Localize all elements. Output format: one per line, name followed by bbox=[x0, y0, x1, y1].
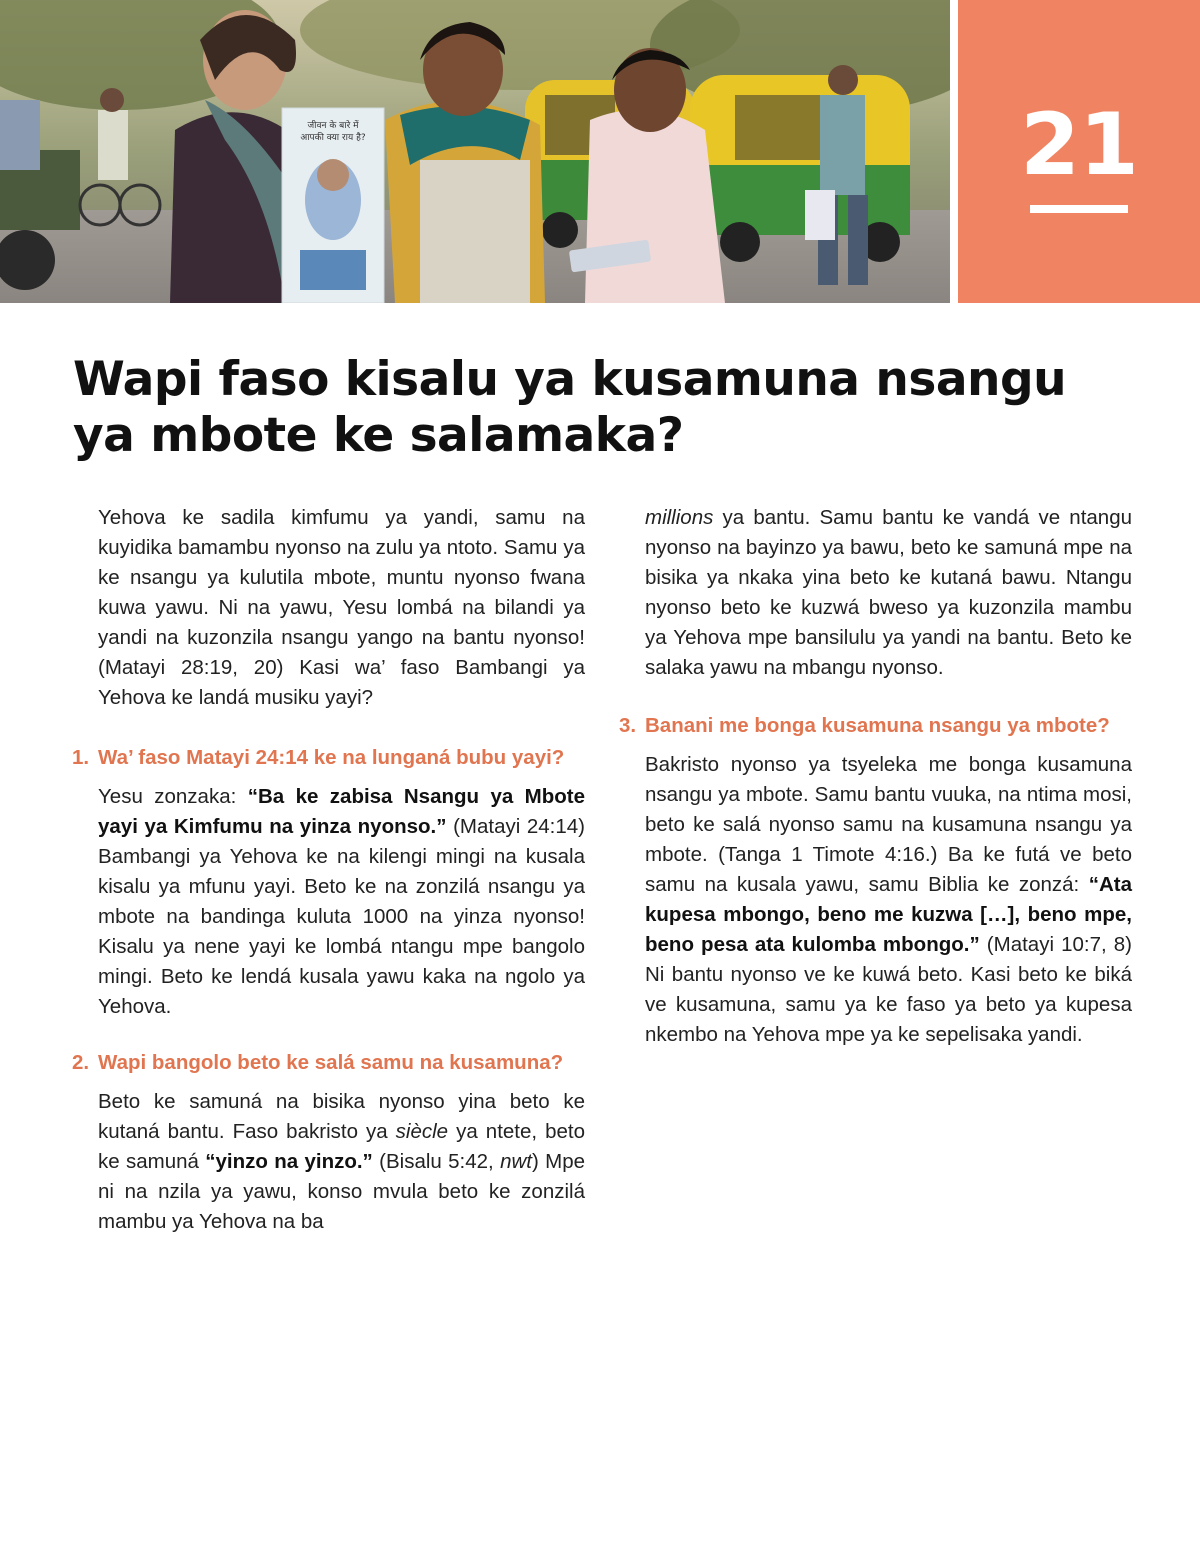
poster-line-2: आपकी क्या राय है? bbox=[300, 133, 366, 143]
answer-1 bbox=[98, 782, 585, 1022]
question-3-heading: Banani me bonga kusamuna nsangu ya mbote? bbox=[645, 714, 1110, 737]
answer-2-part-a bbox=[98, 1087, 585, 1237]
literature-display bbox=[282, 108, 384, 303]
street-scene-illustration bbox=[0, 0, 950, 303]
answer-2-text-a: Beto ke samuná na bisika nyonso yina beto ke kutaná bantu. Faso bakristo ya bbox=[98, 1090, 585, 1143]
question-2-number: 2. bbox=[72, 1051, 90, 1074]
answer-2-text-e: ya bantu. Samu bantu ke vandá ve ntangu nyonso na bayinzo ya bawu, beto ke samuná mpe na bisika ya nkaka yina beto ke kutaná bawu. Ntangu nyonso beto ke kuzwá bweso ya kuzonzila mambu ya Yehova mpe bansilulu ya yandi na bantu. Beto ke salaka yawu na mbangu nyonso. bbox=[645, 506, 1132, 679]
answer-2-text-b: ya ntete, beto ke samuná bbox=[98, 1120, 585, 1173]
intro-paragraph bbox=[98, 503, 585, 713]
question-3 bbox=[619, 711, 1132, 740]
chapter-number: 21 bbox=[1020, 95, 1138, 195]
answer-3-quote: “Ata kupesa mbongo, beno me kuzwa […], beno mpe, beno pesa ata kulomba mbongo.” bbox=[645, 873, 1132, 956]
answer-2-text-d: ) Mpe ni na nzila ya yawu, konso mvula beto ke zonzilá mambu ya Yehova na ba bbox=[98, 1150, 586, 1233]
answer-2-italic-a: siècle bbox=[395, 1120, 449, 1143]
answer-2-italic-b: nwt bbox=[500, 1150, 532, 1173]
chapter-underline bbox=[1030, 205, 1128, 213]
section-3 bbox=[619, 711, 1132, 1050]
header-photo bbox=[0, 0, 950, 303]
section-1 bbox=[72, 743, 585, 1022]
answer-3-text-b: (Matayi 10:7, 8) Ni bantu nyonso ve ke kuwá beto. Kasi beto ke biká ve kusamuna, samu ya ke faso ya beto ya kupesa nkembo na Yehova mpe ya ke sepelisaka yandi. bbox=[645, 933, 1132, 1046]
answer-2-italic-c: millions bbox=[645, 506, 714, 529]
answer-2-quote: “yinzo na yinzo.” bbox=[205, 1150, 373, 1173]
answer-3-text-a: Bakristo nyonso ya tsyeleka me bonga kusamuna nsangu ya mbote. Samu bantu vuuka, na ntima mosi, beto ke salá nyonso samu na kusamuna nsangu ya mbote. (Tanga 1 Timote 4:16.) Ba ke futá ve beto samu na kusala yawu, samu Biblia ke zonzá: bbox=[645, 753, 1132, 896]
rickshaw-right bbox=[690, 75, 910, 262]
question-1-heading: Wa’ faso Matayi 24:14 ke na lunganá bubu yayi? bbox=[98, 746, 565, 769]
question-2-heading: Wapi bangolo beto ke salá samu na kusamuna? bbox=[98, 1051, 564, 1074]
question-3-number: 3. bbox=[619, 714, 637, 737]
left-column bbox=[72, 503, 586, 1237]
answer-1-quote: “Ba ke zabisa Nsangu ya Mbote yayi ya Kimfumu na yinza nyonso.” bbox=[98, 785, 585, 838]
answer-2-part-b bbox=[645, 503, 1132, 683]
section-2 bbox=[72, 1048, 586, 1237]
answer-1-text-a: Yesu zonzaka: bbox=[98, 785, 248, 808]
question-1-number: 1. bbox=[72, 746, 90, 769]
page-title: Wapi faso kisalu ya kusamuna nsangu ya mbote ke salamaka? bbox=[73, 352, 1067, 463]
chapter-badge bbox=[958, 0, 1200, 303]
intro-text: Yehova ke sadila kimfumu ya yandi, samu na kuyidika bamambu nyonso na zulu ya ntoto. Samu ya ke nsangu ya kulutila mbote, muntu nyonso fwana kuwa yawu. Ni na yawu, Yesu lombá na bilandi ya yandi na kuzonzila nsangu yango na bantu nyonso! (Matayi 28:19, 20) Kasi wa’ faso Bambangi ya Yehova ke landá musiku yayi? bbox=[98, 506, 585, 709]
question-2 bbox=[72, 1048, 585, 1077]
answer-3 bbox=[645, 750, 1132, 1050]
poster-line-1: जीवन के बारे में bbox=[307, 121, 359, 131]
answer-2-text-c: (Bisalu 5:42, bbox=[372, 1150, 501, 1173]
question-1 bbox=[72, 743, 585, 772]
answer-1-text-b: (Matayi 24:14) Bambangi ya Yehova ke na kilengi mingi na kusala kisalu ya mfunu yayi. Beto ke na zonzilá nsangu ya mbote na bandinga kuluta 1000 na yinza nyonso! Kisalu ya nene yayi ke lombá ntangu mpe bangolo mingi. Beto ke lendá kusala yawu kaka na ngolo ya Yehova. bbox=[98, 815, 585, 1018]
right-column bbox=[619, 503, 1132, 1050]
